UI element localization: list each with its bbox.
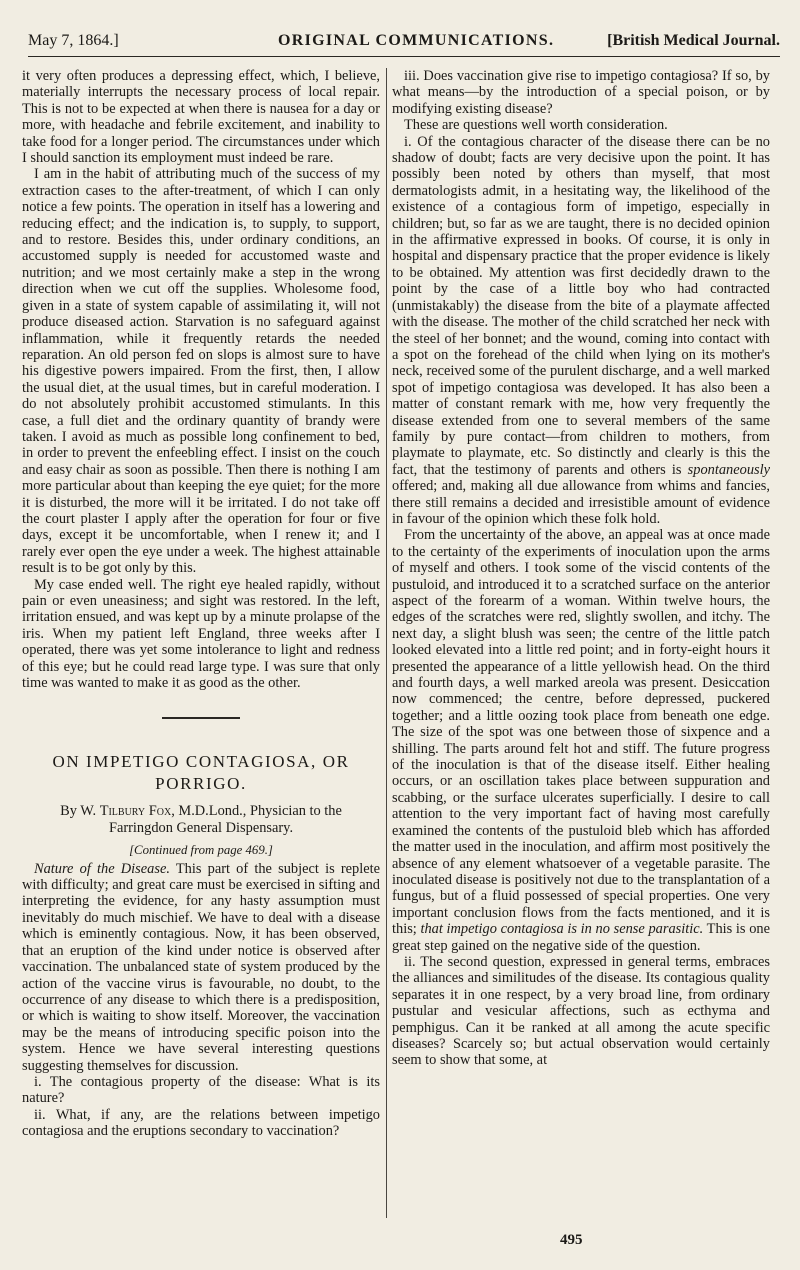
header-journal: [British Medical Journal. — [607, 32, 780, 49]
left-column — [22, 68, 380, 1228]
paragraph: My case ended well. The right eye healed rapidly, without pain or even uneasiness; and sight was restored. In the left, irritation ensued, and was kept up by a minute prolapse of the iris. When my patient left England, three weeks after I operated, there was yet some intolerance to light and redness of this eye; but he could read large type. I was sure that only time was wanted to make it as good as the other. — [22, 576, 380, 692]
question-item: iii. Does vaccination give rise to impetigo contagiosa? If so, by what means—by the introduction of a special poison, or by modifying existing disease? — [392, 68, 770, 117]
right-column — [392, 68, 770, 1228]
paragraph — [392, 134, 770, 528]
paragraph: ii. The second question, expressed in general terms, embraces the alliances and similitudes of the disease. Its contagious quality separates it in one respect, by a very broad line, from ordinary pustular and vesicular affections, such as ecthyma and pemphigus. Can it be ranked at all among the acute specific diseases? Scarcely so; but actual observation would certainly seem to show that some, at — [392, 953, 770, 1069]
column-rule — [386, 68, 387, 1218]
paragraph: it very often produces a depressing effect, which, I believe, materially interrupts the necessary process of local repair. This is not to be expected at when there is nausea for a day or more, with headache and febrile excitement, and inability to take food for a longer period. The circumstances under which I should sanction its employment must indeed be rare. — [22, 68, 380, 167]
paragraph-text: offered; and, making all due allowance from whims and fancies, there still remains a decided and irresistible amount of evidence in favour of the opinion which these folk hold. — [392, 478, 770, 527]
emphasis: spontaneously — [687, 461, 770, 478]
paragraph-text: This part of the subject is replete with difficulty; and great care must be exercised in sifting and interpreting the evidence, for any hasty assumption must inevitably do much mischief. We have to deal with a disease which is eminently contagious. Now, it has been observed, that an eruption of the kind under notice is observed after vaccination. The unbalanced state of system produced by the action of the vaccine virus is favourable, no doubt, to the occurrence of any disease to which there is a predisposition, or which is waiting to show itself. Moreover, the vaccination may be the means of introducing specific poison into the system. Hence we have several interesting questions suggesting themselves for discussion. — [22, 860, 380, 1074]
subsection-heading: Nature of the Disease. — [34, 860, 170, 877]
emphasis: that impetigo contagiosa is in no sense parasitic. — [420, 921, 704, 938]
paragraph-text: From the uncertainty of the above, an appeal was at once made to the certainty of the experiments of inoculation upon the arms of myself and others. I took some of the viscid contents of the pustuloid, and introduced it to a scratched surface on the anterior aspect of the forearm of a woman. Within twelve hours, the edges of the scratches were red, slightly swollen, and itchy. The next day, a slight blush was seen; the centre of the little patch looked elevated into a little red point; and in forty-eight hours it presented the appearance of a little yellowish head. On the third and fourth days, a well marked areola was present. Desiccation now commenced; the centre, before depressed, puckered together; and a little oozing took place from beneath one edge. The size of the spot was one between those of sixpence and a shilling. The parts around felt hot and stiff. The future progress of the inoculation is that of the disease itself. Either healing occurs, or an oscillation takes place between suppuration and scabbing, or the surface ulcerates superficially. I desire to call attention to the very important fact of having most carefully examined the contents of the pustuloid bleb which has afforded the matter used in the inoculation, and affirm most positively the absence of any element whatsoever of a vegetable parasite. The inoculated disease is positively not due to the transplantation of a fungus, but of a fluid possessed of special properties. One very important conclusion flows from the facts mentioned, and it is this; — [392, 527, 770, 938]
paragraph: These are questions well worth consideration. — [404, 117, 668, 134]
author-credentials: , M.D.Lond., Physician to the Farringdon General Dispensary. — [108, 803, 342, 836]
continued-note: [Continued from page 469.] — [129, 843, 273, 858]
question-item: ii. What, if any, are the relations between impetigo contagiosa and the eruptions secondary to vaccination? — [22, 1106, 380, 1140]
paragraph: I am in the habit of attributing much of the success of my extraction cases to the after-treatment, of which I can only notice a few points. The operation in itself has a lowering and reducing effect; and the indication is, to supply, to support, and to restore. Besides this, under ordinary conditions, an accustomed supply is needed for accustomed waste and nutrition; and we most certainly make a step in the wrong direction when we cut off the supplies. Wholesome food, given in a state of system capable of assimilating it, will not produce diseased action. Starvation is no safeguard against inflammation, while it frequently retards the needed reparation. An old person fed on slops is almost sure to have his digestive powers impaired. From the first, then, I allow the usual diet, at the usual times, but in careful moderation. I do not absolutely prohibit accustomed stimulants. In this case, a full diet and the ordinary quantity of brandy were taken. I avoid as much as possible long confinement to bed, in order to prevent the enfeebling effect. I insist on the couch and easy chair as soon as possible. Then there is nothing I am more particular about than keeping the eye quiet; for the more it is disturbed, the more will it be irritated. I do not take off the court plaster I apply after the operation for four or five days, except it be uncomfortable, when I renew it; and I rarely ever open the eye under a week. The highest attainable result is to be got only by this. — [22, 166, 380, 577]
byline-prefix: By W. — [60, 803, 100, 820]
article-byline — [30, 803, 372, 836]
article-title: ON IMPETIGO CONTAGIOSA, OR PORRIGO. — [52, 752, 350, 794]
author-name: Tilbury Fox — [99, 803, 172, 820]
paragraph — [22, 861, 380, 1074]
paragraph-text: i. Of the contagious character of the disease there can be no shadow of doubt; facts are very decisive upon the point. It has possibly been noted by others than myself, that most dermatologists admit, in a hesitating way, the likelihood of the existence of a contagious form of impetigo, especially in children; but, so far as we are taught, there is no decided opinion in the affirmative expressed in books. Of course, it is only in hospital and dispensary practice that the proper evidence is likely to be obtained. My attention was first decidedly drawn to the point by the case of a little boy who had contracted (unmistakably) the disease from the bite of a playmate affected with the disease. The mother of the child scratched her neck with the steel of her bonnet; and the wound, coming into contact with a spot on the forehead of the child when lying on its mother's neck, received some of the purulent discharge, and a well marked spot of impetigo contagiosa was developed. It has also been a matter of constant remark with me, how very frequently the disease extended from one to several members of the same family by pure contact—from children to mothers, from playmate to playmate, etc. So distinctly and clearly is this the fact, that the testimony of parents and others is — [392, 133, 770, 478]
section-divider — [162, 717, 240, 719]
question-item: i. The contagious property of the disease: What is its nature? — [22, 1073, 380, 1107]
running-header — [28, 30, 780, 57]
paragraph-text: This is one great step gained on the negative side of the question. — [392, 921, 770, 954]
header-section: ORIGINAL COMMUNICATIONS. — [278, 32, 555, 49]
header-date: May 7, 1864.] — [28, 32, 119, 49]
paragraph — [392, 527, 770, 954]
page-number: 495 — [560, 1232, 583, 1248]
